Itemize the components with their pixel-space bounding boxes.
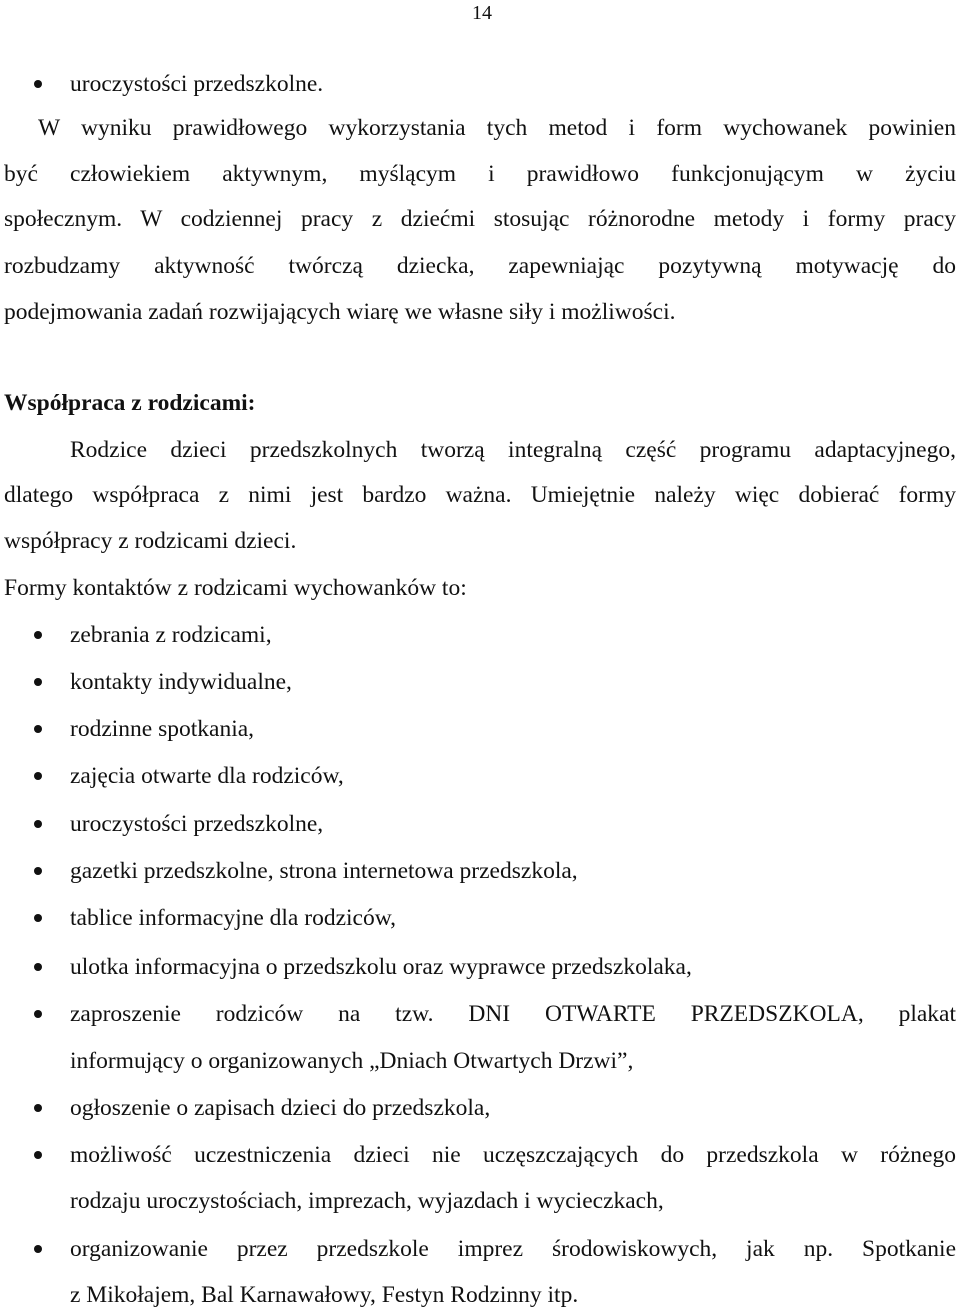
- list-item-text: uroczystości przedszkolne.: [70, 71, 324, 97]
- bullet-icon: [34, 772, 42, 780]
- list-item-text: kontakty indywidualne,: [70, 669, 292, 695]
- list-item-text: zebrania z rodzicami,: [70, 622, 272, 648]
- bullet-icon: [34, 725, 42, 733]
- list-item-text: informujący o organizowanych „Dniach Otwartych Drzwi”,: [70, 1048, 634, 1074]
- bullet-icon: [34, 1104, 42, 1112]
- bullet-icon: [34, 914, 42, 922]
- section-heading: Współpraca z rodzicami:: [4, 390, 256, 416]
- paragraph-line: być człowiekiem aktywnym, myślącym i prawidłowo funkcjonującym w życiu: [4, 161, 956, 187]
- bullet-icon: [34, 1151, 42, 1159]
- paragraph-line: rozbudzamy aktywność twórczą dziecka, zapewniając pozytywną motywację do: [4, 253, 956, 279]
- list-item-text: zajęcia otwarte dla rodziców,: [70, 763, 344, 789]
- paragraph-line: współpracy z rodzicami dzieci.: [4, 528, 297, 554]
- list-item-text: z Mikołajem, Bal Karnawałowy, Festyn Rodzinny itp.: [70, 1282, 579, 1308]
- list-item-text: zaproszenie rodziców na tzw. DNI OTWARTE PRZEDSZKOLA, plakat: [70, 1001, 956, 1027]
- paragraph-line: dlatego współpraca z nimi jest bardzo ważna. Umiejętnie należy więc dobierać formy: [4, 482, 956, 508]
- list-item-text: ulotka informacyjna o przedszkolu oraz wyprawce przedszkolaka,: [70, 954, 692, 980]
- list-item-text: organizowanie przez przedszkole imprez środowiskowych, jak np. Spotkanie: [70, 1236, 956, 1262]
- list-item-text: uroczystości przedszkolne,: [70, 811, 324, 837]
- bullet-icon: [34, 1245, 42, 1253]
- bullet-icon: [34, 820, 42, 828]
- bullet-icon: [34, 1010, 42, 1018]
- list-item-text: tablice informacyjne dla rodziców,: [70, 905, 397, 931]
- paragraph-line: Rodzice dzieci przedszkolnych tworzą integralną część programu adaptacyjnego,: [70, 437, 956, 463]
- bullet-icon: [34, 867, 42, 875]
- bullet-icon: [34, 963, 42, 971]
- bullet-icon: [34, 80, 42, 88]
- list-intro: Formy kontaktów z rodzicami wychowanków to:: [4, 575, 467, 601]
- list-item-text: rodzaju uroczystościach, imprezach, wyjazdach i wycieczkach,: [70, 1188, 664, 1214]
- paragraph-line: podejmowania zadań rozwijających wiarę we własne siły i możliwości.: [4, 299, 676, 325]
- paragraph-line: społecznym. W codziennej pracy z dziećmi stosując różnorodne metody i formy pracy: [4, 206, 956, 232]
- list-item-text: możliwość uczestniczenia dzieci nie uczęszczających do przedszkola w różnego: [70, 1142, 956, 1168]
- page-number: 14: [472, 2, 492, 24]
- paragraph-line: W wyniku prawidłowego wykorzystania tych metod i form wychowanek powinien: [38, 115, 956, 141]
- bullet-icon: [34, 678, 42, 686]
- list-item-text: rodzinne spotkania,: [70, 716, 255, 742]
- bullet-icon: [34, 631, 42, 639]
- list-item-text: gazetki przedszkolne, strona internetowa przedszkola,: [70, 858, 578, 884]
- list-item-text: ogłoszenie o zapisach dzieci do przedszkola,: [70, 1095, 491, 1121]
